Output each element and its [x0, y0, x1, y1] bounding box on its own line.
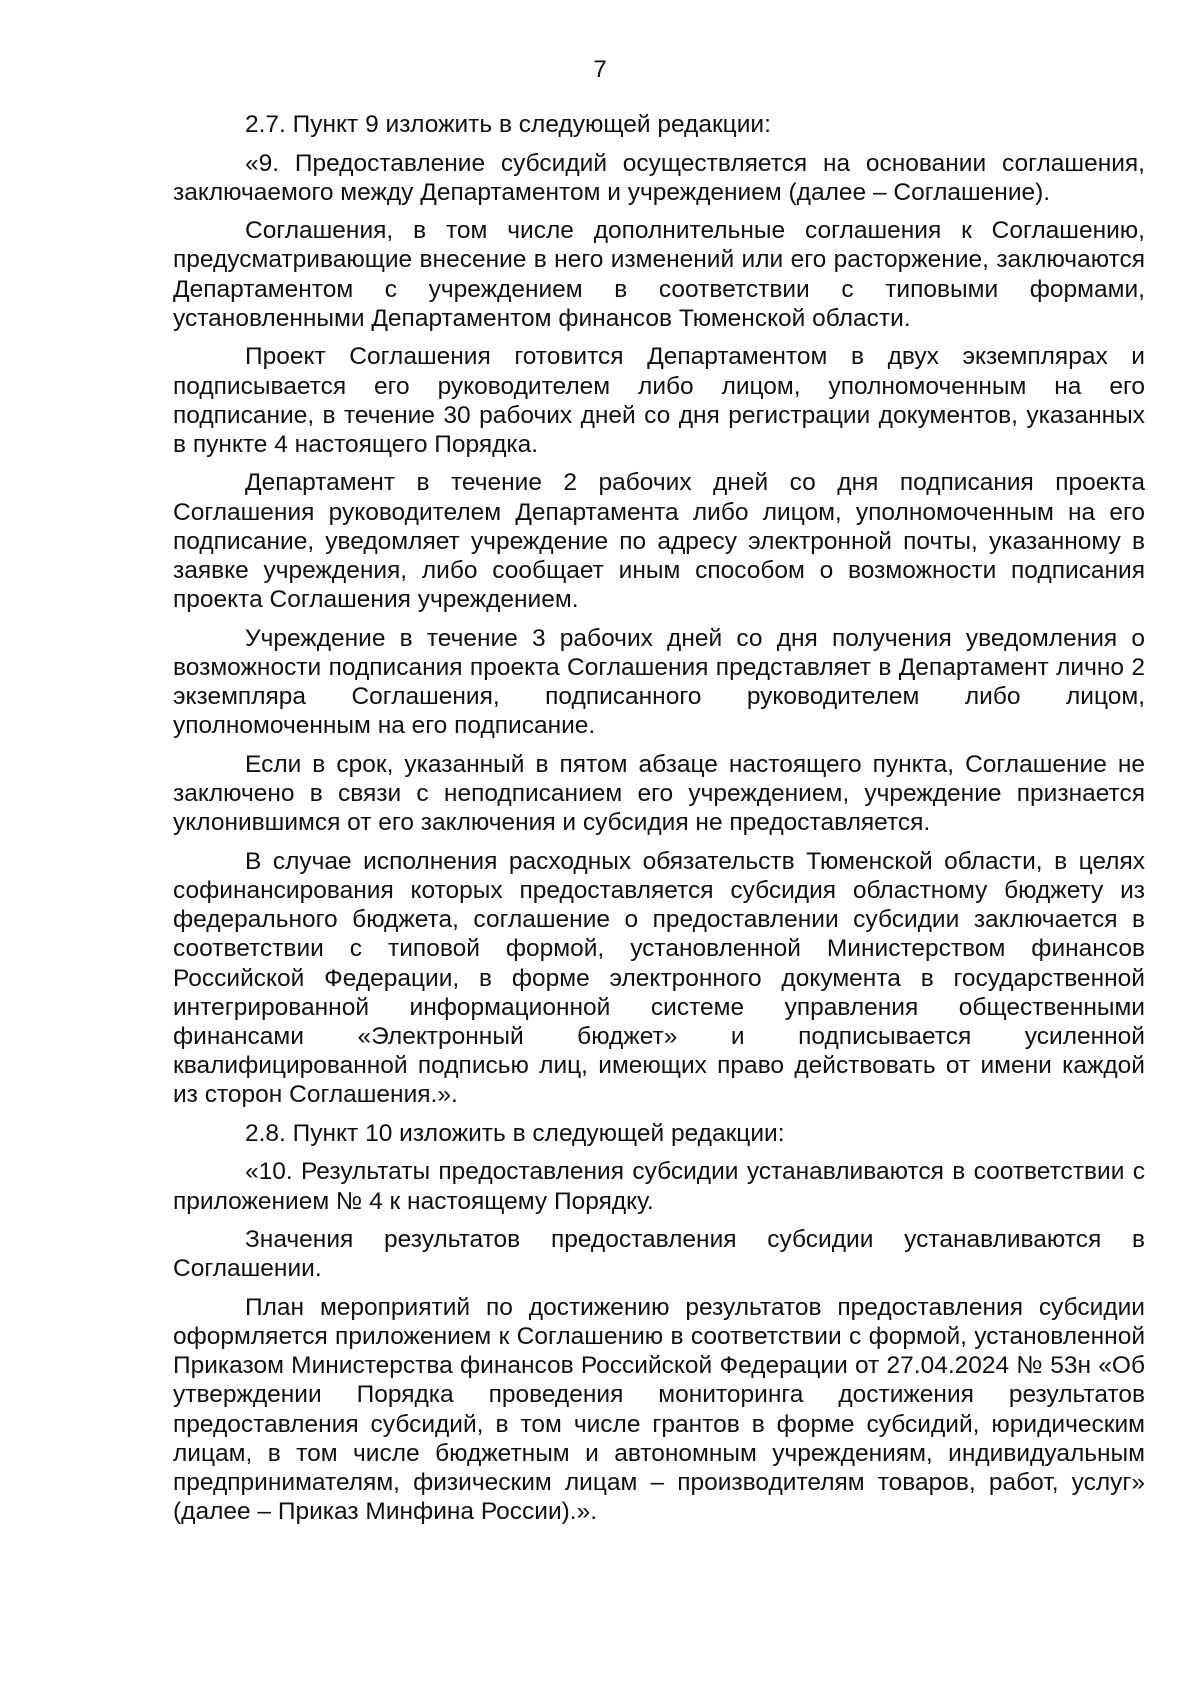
- paragraph-draft-agreement: Проект Соглашения готовится Департаментом в двух экземплярах и подписывается его руководителем либо лицом, уполномоченным на его подписание, в течение 30 рабочих дней со дня регистрации документов, указанных в пункте 4 настоящего Порядка.: [173, 343, 1145, 458]
- paragraph-agreements-forms: Соглашения, в том числе дополнительные соглашения к Соглашению, предусматривающие внесение в него изменений или его расторжение, заключаются Департаментом с учреждением в соответствии с типовыми формами, установленными Департаментом финансов Тюменской области.: [173, 217, 1145, 332]
- paragraph-cofinancing: В случае исполнения расходных обязательств Тюменской области, в целях софинансирования которых предоставляется субсидия областному бюджету из федерального бюджета, соглашение о предоставлении субсидии заключается в соответствии с типовой формой, установленной Министерством финансов Российской Федерации, в форме электронного документа в государственной интегрированной информационной системе управления общественными финансами «Электронный бюджет» и подписывается усиленной квалифицированной подписью лиц, имеющих право действовать от имени каждой из сторон Соглашения.».: [173, 847, 1145, 1109]
- paragraph-2-7-heading: 2.7. Пункт 9 изложить в следующей редакции:: [245, 111, 771, 138]
- paragraph-9-intro: «9. Предоставление субсидий осуществляется на основании соглашения, заключаемого между Департаментом и учреждением (далее – Соглашение).: [173, 149, 1145, 206]
- document-body: [173, 110, 1145, 1536]
- paragraph-evasion: Если в срок, указанный в пятом абзаце настоящего пункта, Соглашение не заключено в связи с неподписанием его учреждением, учреждение признается уклонившимся от его заключения и субсидия не предоставляется.: [173, 750, 1145, 837]
- page-number: 7: [593, 56, 607, 83]
- paragraph-action-plan: План мероприятий по достижению результатов предоставления субсидии оформляется приложением к Соглашению в соответствии с формой, установленной Приказом Министерства финансов Российской Федерации от 27.04.2024 № 53н «Об утверждении Порядка проведения мониторинга достижения результатов предоставления субсидий, в том числе грантов в форме субсидий, юридическим лицам, в том числе бюджетным и автономным учреждениям, индивидуальным предпринимателям, физическим лицам – производителям товаров, работ, услуг» (далее – Приказ Минфина России).».: [173, 1293, 1145, 1526]
- paragraph-2-8-heading: 2.8. Пункт 10 изложить в следующей редакции:: [245, 1119, 785, 1147]
- paragraph-10-results: «10. Результаты предоставления субсидии устанавливаются в соответствии с приложением № 4 к настоящему Порядку.: [173, 1158, 1145, 1215]
- paragraph-institution-signing: Учреждение в течение 3 рабочих дней со дня получения уведомления о возможности подписания проекта Соглашения представляет в Департамент лично 2 экземпляра Соглашения, подписанного руководителем либо лицом, уполномоченным на его подписание.: [173, 624, 1145, 740]
- paragraph-result-values: Значения результатов предоставления субсидии устанавливаются в Соглашении.: [173, 1226, 1145, 1283]
- paragraph-notification: Департамент в течение 2 рабочих дней со дня подписания проекта Соглашения руководителем Департамента либо лицом, уполномоченным на его подписание, уведомляет учреждение по адресу электронной почты, указанному в заявке учреждения, либо сообщает иным способом о возможности подписания проекта Соглашения учреждением.: [173, 469, 1145, 614]
